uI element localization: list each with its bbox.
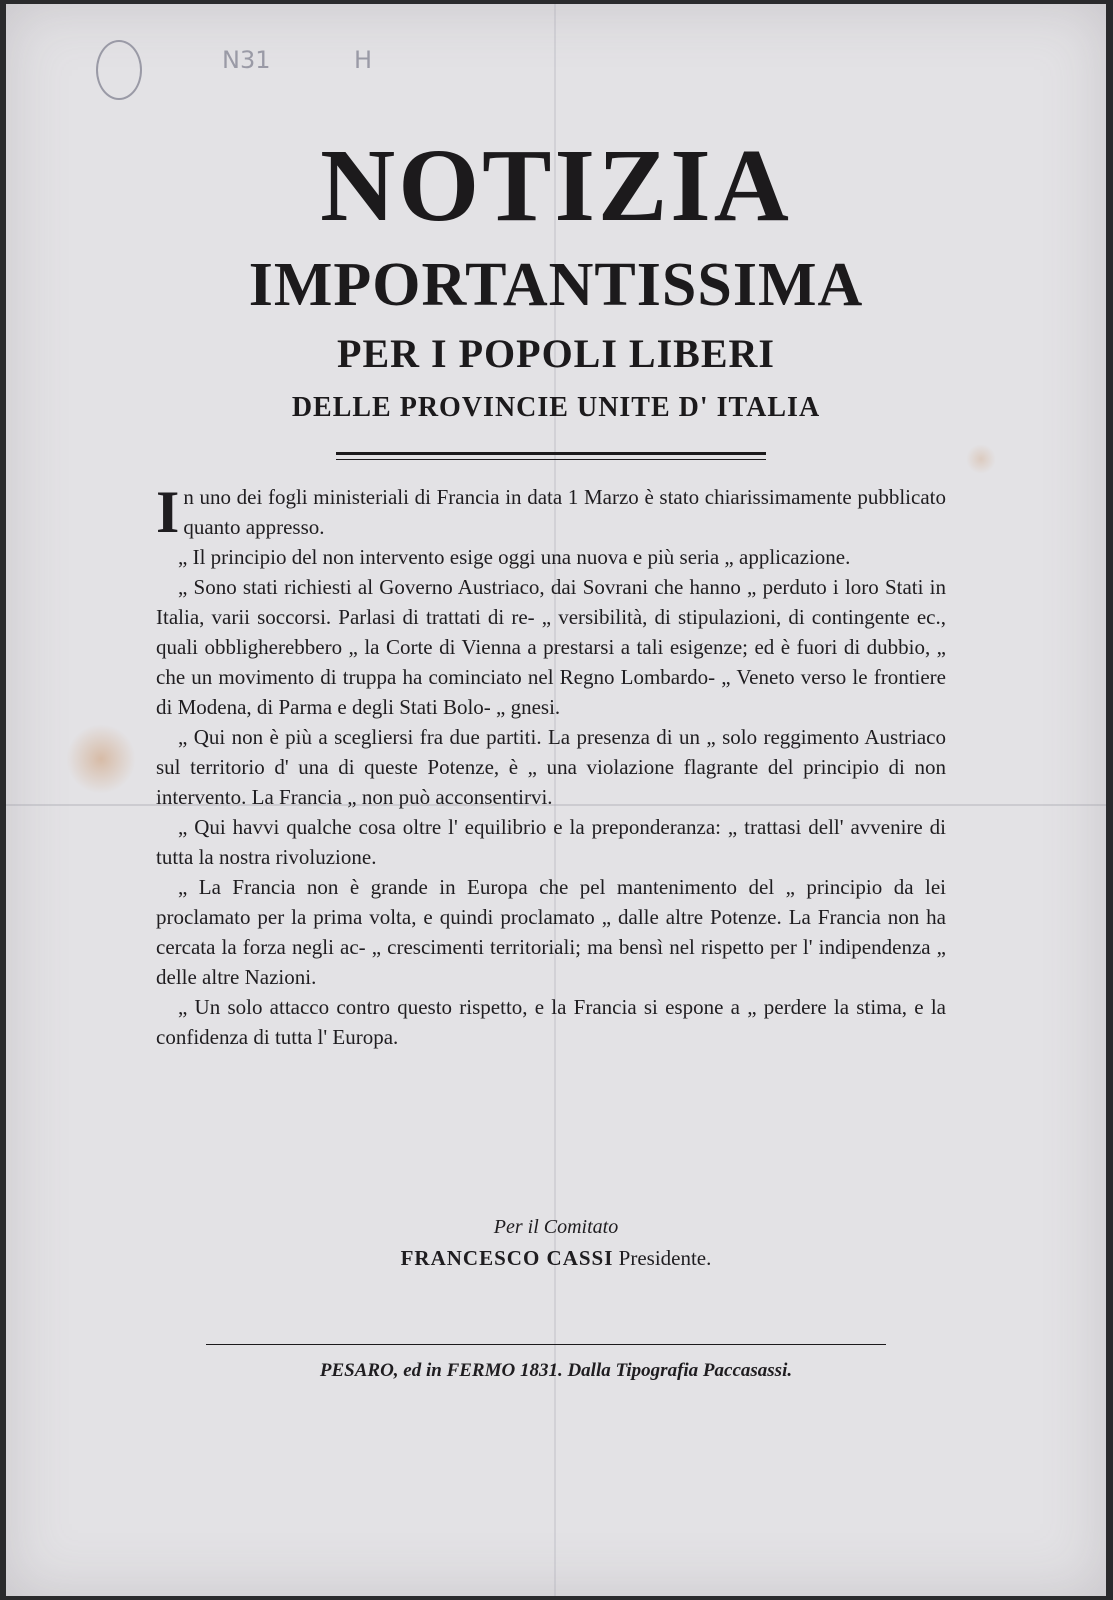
foxing-stain [966, 444, 996, 474]
printer-imprint: PESARO, ed in FERMO 1831. Dalla Tipografia Paccasassi. [319, 1360, 793, 1381]
signature-committee: Per il Comitato [493, 1216, 619, 1238]
paragraph-text: „ Qui havvi qualche cosa oltre l' equilibrio e la preponderanza: „ trattasi dell' avvenire di tutta la nostra rivoluzione. [156, 815, 946, 869]
footer-rule [206, 1344, 886, 1345]
paragraph-quote [156, 872, 946, 992]
paragraph-text: „ Un solo attacco contro questo rispetto, e la Francia si espone a „ perdere la stima, e la confidenza di tutta l' Europa. [156, 995, 946, 1049]
proclamation-body [156, 479, 946, 1052]
signatory-name: FRANCESCO CASSI [400, 1246, 614, 1270]
paragraph-text: „ Sono stati richiesti al Governo Austriaco, dai Sovrani che hanno „ perduto i loro Stati in Italia, varii soccorsi. Parlasi di trattati di re- „ versibilità, di stipulazioni, di contingente ec., quali obbligherebbero „ la Corte di Vienna a prestarsi a tali esigenze; ed è fuori di dubbio, „ che un movimento di truppa ha cominciato nel Regno Lombardo- „ Veneto verso le frontiere di Modena, di Parma e degli Stati Bolo- „ gnesi. [156, 575, 946, 719]
signature-name-line [6, 1246, 1106, 1271]
pencil-annotation: N31 [222, 46, 271, 74]
drop-cap: I [156, 479, 180, 545]
signatory-role: Presidente. [618, 1246, 712, 1270]
paragraph-quote [156, 812, 946, 872]
paragraph-quote [156, 722, 946, 812]
headline-notizia: NOTIZIA [320, 128, 792, 243]
paragraph-quote [156, 572, 946, 722]
foxing-stain [66, 724, 136, 794]
headline-provincie: DELLE PROVINCIE UNITE D' ITALIA [291, 392, 821, 423]
paragraph-text: n uno dei fogli ministeriali di Francia in data 1 Marzo è stato chiarissimamente pubblicato quanto appresso. [183, 485, 946, 539]
pencil-annotation: H [354, 46, 373, 74]
pencil-oval-mark [96, 40, 142, 100]
paragraph-text: „ Qui non è più a scegliersi fra due partiti. La presenza di un „ solo reggimento Austriaco sul territorio d' una di queste Potenze, è „ una violazione flagrante del principio di non intervento. La Francia „ non può acconsentirvi. [156, 725, 946, 809]
paragraph-text: „ Il principio del non intervento esige oggi una nuova e più seria „ applicazione. [178, 545, 851, 569]
headline-popoli-liberi: PER I POPOLI LIBERI [337, 331, 775, 376]
headline-importantissima: IMPORTANTISSIMA [248, 251, 864, 319]
double-rule-divider [336, 452, 766, 460]
paragraph-quote [156, 992, 946, 1052]
paragraph-quote [156, 542, 946, 572]
paragraph-intro [156, 479, 946, 545]
document-sheet [6, 4, 1106, 1596]
paragraph-text: „ La Francia non è grande in Europa che pel mantenimento del „ principio da lei proclamato per la prima volta, e quindi proclamato „ dalle altre Potenze. La Francia non ha cercata la forza negli ac- „ crescimenti territoriali; ma bensì nel rispetto per l' indipendenza „ delle altre Nazioni. [156, 875, 946, 989]
